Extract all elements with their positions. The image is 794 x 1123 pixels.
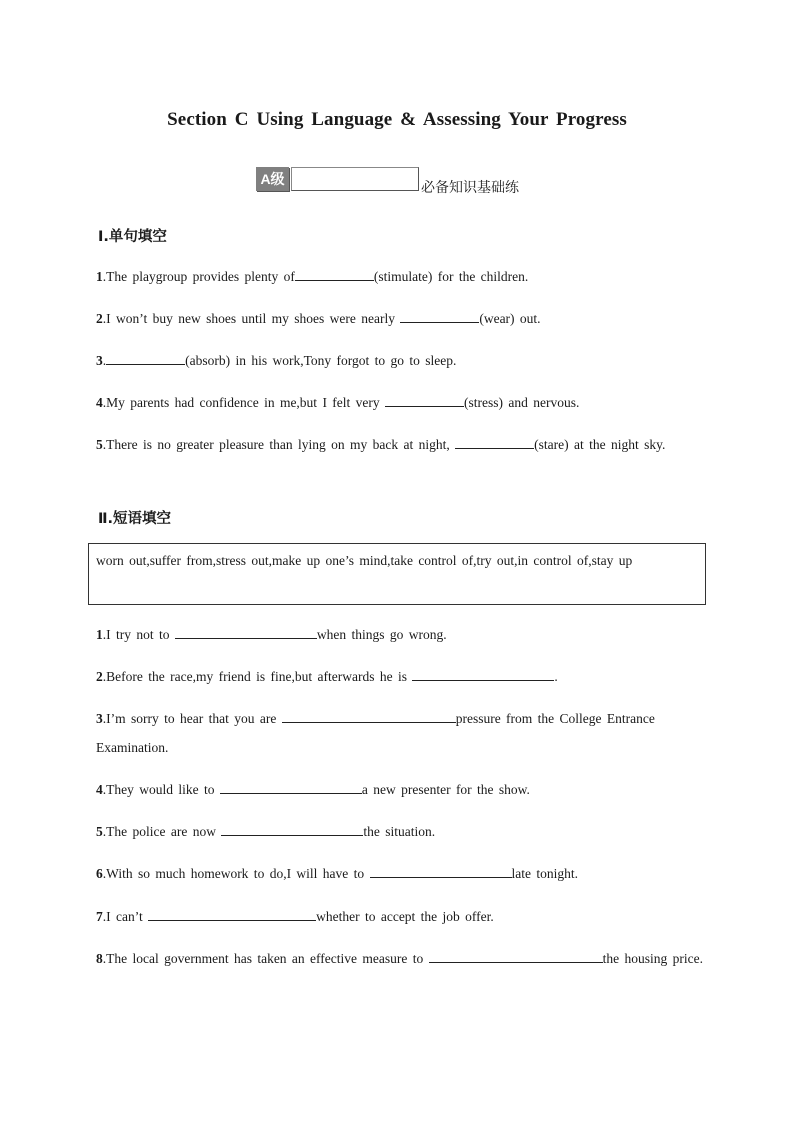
question-text-after: when things go wrong. — [316, 627, 447, 642]
s1-question-1 — [96, 262, 706, 291]
question-text-after: whether to accept the job offer. — [316, 909, 494, 924]
s2-question-3 — [96, 704, 706, 762]
question-number: 6 — [96, 866, 103, 881]
question-text-before: .I can’t — [102, 909, 149, 924]
answer-blank[interactable] — [220, 778, 362, 794]
question-text-before: .The police are now — [102, 824, 222, 839]
s2-question-7 — [96, 902, 706, 931]
answer-blank[interactable] — [455, 433, 534, 449]
question-text-after: (absorb) in his work,Tony forgot to go to sleep. — [185, 353, 457, 368]
level-box — [291, 167, 419, 191]
question-text-before: .There is no greater pleasure than lying on my back at night, — [102, 437, 456, 452]
s1-question-4 — [96, 388, 706, 417]
answer-blank[interactable] — [385, 391, 464, 407]
question-number: 3 — [96, 353, 103, 368]
question-text-before: .Before the race,my friend is fine,but afterwards he is — [102, 669, 413, 684]
section2-heading: Ⅱ.短语填空 — [98, 511, 172, 527]
question-text-before: . — [102, 353, 107, 368]
section1-heading: Ⅰ.单句填空 — [98, 229, 167, 245]
s2-question-8 — [96, 944, 706, 973]
question-number: 1 — [96, 269, 103, 284]
question-text-after: the situation. — [363, 824, 436, 839]
question-number: 3 — [96, 711, 103, 726]
s2-question-1 — [96, 620, 706, 649]
question-text-after: late tonight. — [511, 866, 579, 881]
answer-blank[interactable] — [221, 820, 363, 836]
answer-blank[interactable] — [400, 307, 479, 323]
s2-question-4 — [96, 775, 706, 804]
question-text-before: .The playgroup provides plenty of — [102, 269, 295, 284]
s1-question-5 — [96, 430, 706, 459]
s2-question-6 — [96, 859, 706, 888]
question-text-after: the housing price. — [602, 951, 703, 966]
answer-blank[interactable] — [429, 947, 603, 963]
question-text-before: .I try not to — [102, 627, 175, 642]
question-text-before: .The local government has taken an effective measure to — [102, 951, 429, 966]
answer-blank[interactable] — [370, 862, 512, 878]
question-number: 5 — [96, 437, 103, 452]
answer-blank[interactable] — [282, 707, 456, 723]
level-label: 必备知识基础练 — [421, 180, 519, 196]
answer-blank[interactable] — [295, 265, 374, 281]
question-text-before: .With so much homework to do,I will have to — [102, 866, 370, 881]
question-text-after: (stare) at the night sky. — [534, 437, 666, 452]
question-number: 5 — [96, 824, 103, 839]
s1-question-2 — [96, 304, 706, 333]
page-title: Section C Using Language & Assessing Your Progress — [167, 109, 627, 130]
question-number: 4 — [96, 395, 103, 410]
level-badge: A级 — [256, 167, 289, 191]
answer-blank[interactable] — [106, 349, 185, 365]
s2-question-2 — [96, 662, 706, 691]
s1-question-3 — [96, 346, 706, 375]
question-text-after: pressure from the College Entrance Examination. — [96, 711, 655, 755]
question-text-before: .My parents had confidence in me,but I felt very — [102, 395, 386, 410]
question-number: 7 — [96, 909, 103, 924]
question-text-after: (stress) and nervous. — [464, 395, 580, 410]
question-text-after: a new presenter for the show. — [361, 782, 530, 797]
level-row — [256, 165, 519, 196]
question-text-after: (wear) out. — [479, 311, 541, 326]
s2-question-5 — [96, 817, 706, 846]
question-text-before: .I won’t buy new shoes until my shoes were nearly — [102, 311, 401, 326]
question-text-after: . — [554, 669, 558, 684]
question-text-before: .They would like to — [102, 782, 220, 797]
question-number: 2 — [96, 669, 103, 684]
answer-blank[interactable] — [412, 665, 554, 681]
question-number: 2 — [96, 311, 103, 326]
question-number: 1 — [96, 627, 103, 642]
question-text-before: .I’m sorry to hear that you are — [102, 711, 282, 726]
phrase-bank: worn out,suffer from,stress out,make up one’s mind,take control of,try out,in control of,stay up — [88, 543, 706, 605]
question-number: 4 — [96, 782, 103, 797]
question-text-after: (stimulate) for the children. — [373, 269, 529, 284]
answer-blank[interactable] — [175, 623, 317, 639]
question-number: 8 — [96, 951, 103, 966]
answer-blank[interactable] — [148, 905, 316, 921]
